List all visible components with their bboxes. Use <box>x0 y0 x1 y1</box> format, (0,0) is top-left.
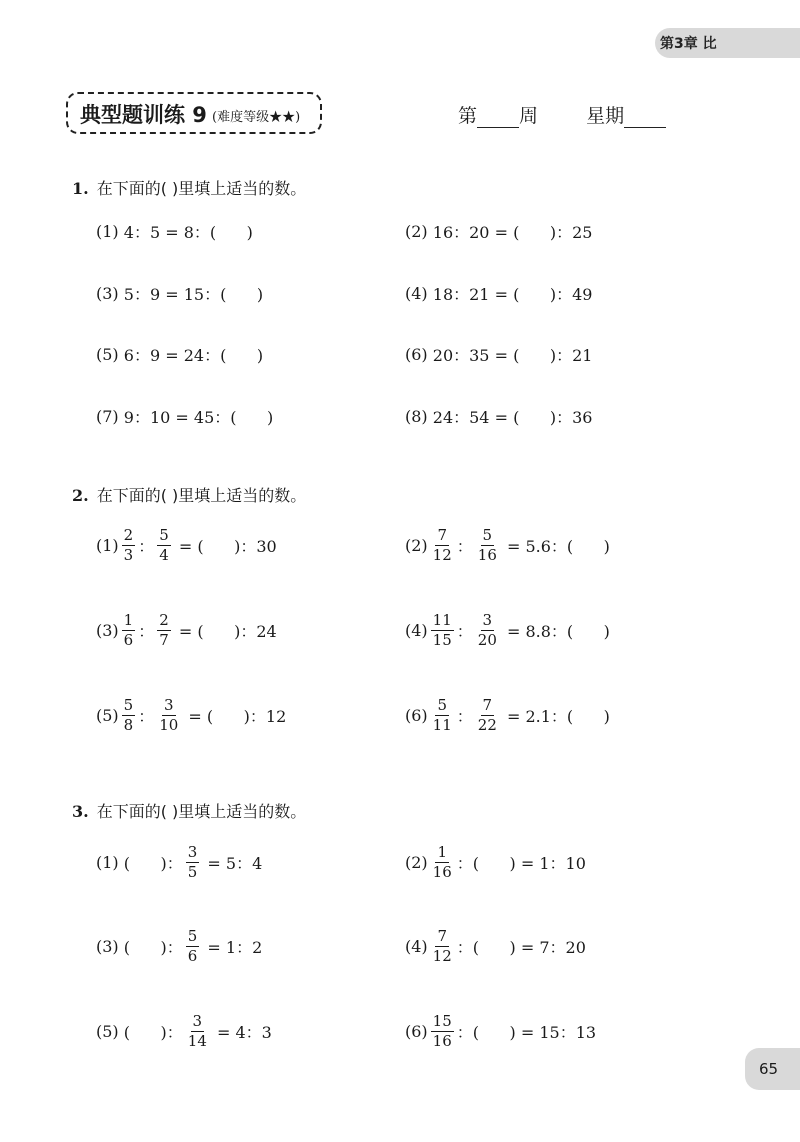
fraction: $\frac{5}{4}$ <box>159 526 169 564</box>
weekday-blank[interactable] <box>624 107 666 128</box>
fraction: $\frac{5}{11}$ <box>432 696 452 734</box>
fraction: $\frac{5}{8}$ <box>123 696 134 734</box>
q3-item-6[interactable]: (6) $\frac{15}{16}$ ：( ) = 15：13 <box>405 1012 597 1050</box>
question-number: 2. <box>72 486 89 505</box>
week-prefix: 第 <box>458 105 478 127</box>
q1-item-4[interactable]: (4) 18：21 = ( )：49 <box>405 284 593 304</box>
q3-item-3[interactable]: (3) ( )： $\frac{5}{6}$ = 1：2 <box>96 927 263 965</box>
q1-item-8[interactable]: (8) 24：54 = ( )：36 <box>405 407 593 427</box>
question-text: 在下面的( )里填上适当的数。 <box>96 802 307 821</box>
q2-item-3[interactable]: (3) $\frac{1}{6}$ ： $\frac{2}{7}$ = ( )：24 <box>96 611 277 649</box>
fraction: $\frac{15}{16}$ <box>432 1012 452 1050</box>
week-blank[interactable] <box>477 107 519 128</box>
question-3-heading <box>72 799 306 822</box>
fraction: $\frac{2}{7}$ <box>159 611 169 649</box>
q1-item-3[interactable]: (3) 5：9 = 15：( ) <box>96 284 264 304</box>
q2-item-2[interactable]: (2) $\frac{7}{12}$ ： $\frac{5}{16}$ = 5.6：( ) <box>405 526 610 564</box>
q1-item-1[interactable]: (1) 4：5 = 8：( ) <box>96 222 253 242</box>
q3-item-5[interactable]: (5) ( )： $\frac{3}{14}$ = 4：3 <box>96 1012 272 1050</box>
q2-item-6[interactable]: (6) $\frac{5}{11}$ ： $\frac{7}{22}$ = 2.1：( ) <box>405 696 610 734</box>
fraction: $\frac{3}{14}$ <box>187 1012 207 1050</box>
question-2-heading <box>72 483 306 506</box>
question-1-heading <box>72 176 306 199</box>
fraction: $\frac{7}{22}$ <box>477 696 497 734</box>
chapter-label: 第3章 比 <box>660 36 717 52</box>
fraction: $\frac{3}{5}$ <box>187 843 198 881</box>
difficulty-label: (难度等级★★) <box>212 110 301 125</box>
q1-item-5[interactable]: (5) 6：9 = 24：( ) <box>96 345 264 365</box>
q2-item-4[interactable]: (4) $\frac{11}{15}$ ： $\frac{3}{20}$ = 8.8：( ) <box>405 611 610 649</box>
fraction: $\frac{3}{20}$ <box>477 611 497 649</box>
fraction: $\frac{7}{12}$ <box>432 927 452 965</box>
week-day-field <box>458 101 666 128</box>
fraction: $\frac{5}{6}$ <box>187 927 198 965</box>
page-number: 65 <box>759 1060 779 1078</box>
question-number: 1. <box>72 179 89 198</box>
q3-item-1[interactable]: (1) ( )： $\frac{3}{5}$ = 5：4 <box>96 843 263 881</box>
fraction: $\frac{1}{16}$ <box>432 843 452 881</box>
question-number: 3. <box>72 802 89 821</box>
fraction: $\frac{7}{12}$ <box>432 526 452 564</box>
q1-item-6[interactable]: (6) 20：35 = ( )：21 <box>405 345 593 365</box>
question-text: 在下面的( )里填上适当的数。 <box>96 486 307 505</box>
week-suffix: 周 <box>519 105 539 127</box>
q3-item-4[interactable]: (4) $\frac{7}{12}$ ：( ) = 7：20 <box>405 927 586 965</box>
q2-item-5[interactable]: (5) $\frac{5}{8}$ ： $\frac{3}{10}$ = ( )：12 <box>96 696 287 734</box>
q1-item-7[interactable]: (7) 9：10 = 45：( ) <box>96 407 274 427</box>
question-text: 在下面的( )里填上适当的数。 <box>96 179 307 198</box>
fraction: $\frac{3}{10}$ <box>159 696 179 734</box>
page-title: 典型题训练 9 <box>80 103 207 127</box>
weekday-prefix: 星期 <box>586 105 625 127</box>
fraction: $\frac{11}{15}$ <box>432 611 452 649</box>
fraction: $\frac{1}{6}$ <box>123 611 134 649</box>
fraction: $\frac{5}{16}$ <box>477 526 497 564</box>
q3-item-2[interactable]: (2) $\frac{1}{16}$ ：( ) = 1：10 <box>405 843 586 881</box>
q2-item-1[interactable]: (1) $\frac{2}{3}$ ： $\frac{5}{4}$ = ( )：30 <box>96 526 277 564</box>
fraction: $\frac{2}{3}$ <box>123 526 134 564</box>
q1-item-2[interactable]: (2) 16：20 = ( )：25 <box>405 222 593 242</box>
